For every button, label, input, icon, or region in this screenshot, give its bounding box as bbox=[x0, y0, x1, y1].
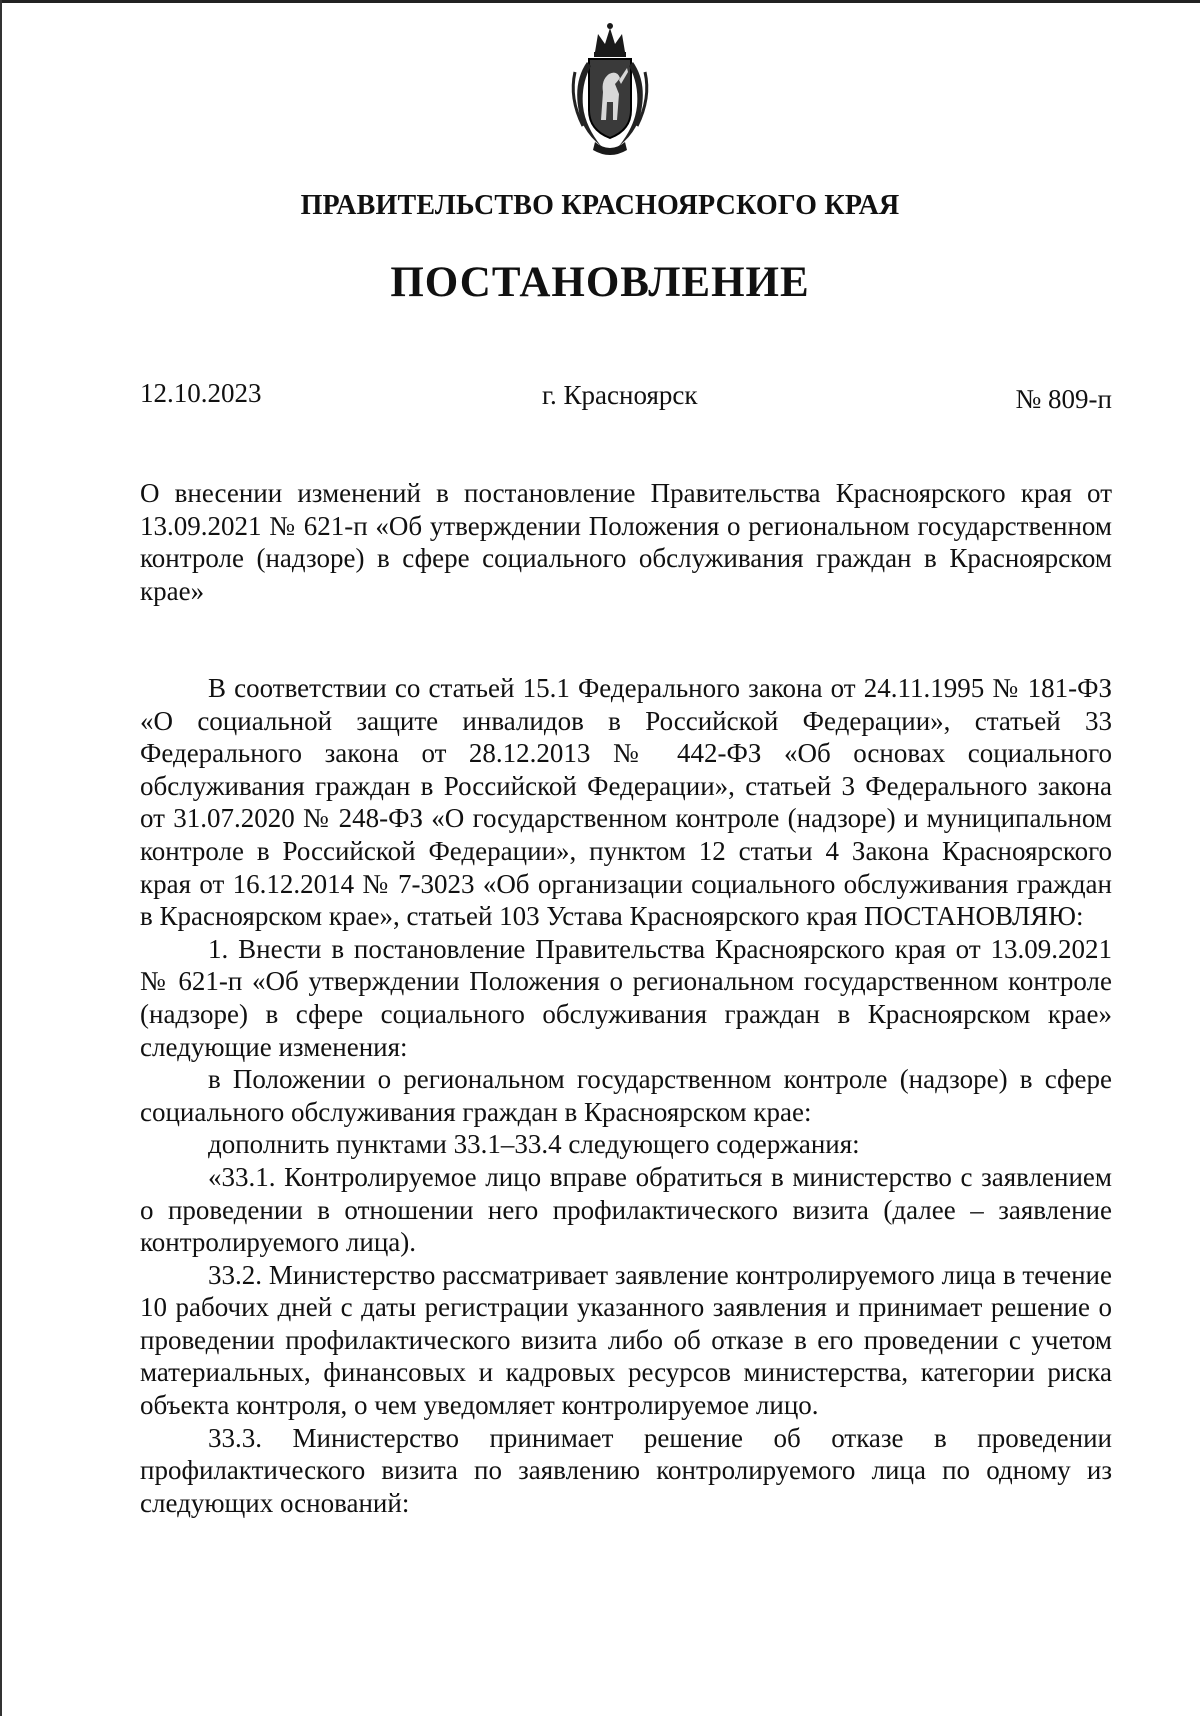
paragraph: дополнить пунктами 33.1–33.4 следующего содержания: bbox=[208, 1129, 860, 1160]
document-type-title: ПОСТАНОВЛЕНИЕ bbox=[390, 259, 810, 306]
paragraph: 33.2. Министерство рассматривает заявление контролируемого лица в течение 10 рабочих дней с даты регистрации указанного заявления и принимает решение о проведении профилактического визита либо об отказе в его проведении с учетом материальных, финансовых и кадровых ресурсов министерства, категории риска объекта контроля, о чем уведомляет контролируемое лицо. bbox=[140, 1259, 1112, 1421]
paragraph: в Положении о региональном государственном контроле (надзоре) в сфере социального обслуживания граждан в Красноярском крае: bbox=[140, 1064, 1112, 1127]
paragraph: В соответствии со статьей 15.1 Федерального закона от 24.11.1995 № 181-ФЗ «О социальной защите инвалидов в Российской Федерации», статьей 33 Федерального закона от 28.12.2013 № 442-ФЗ «Об основах социального обслуживания граждан в Российской Федерации», статьей 3 Федерального закона от 31.07.2020 № 248-ФЗ «О государственном контроле (надзоре) и муниципальном контроле в Российской Федерации», пунктом 12 статьи 4 Закона Красноярского края от 16.12.2014 № 7-3023 «Об организации социального обслуживания граждан в Красноярском крае», статьей 103 Устава Красноярского края ПОСТАНОВЛЯЮ: bbox=[140, 673, 1112, 932]
coat-of-arms-icon bbox=[565, 22, 655, 157]
paragraph: 1. Внести в постановление Правительства Красноярского края от 13.09.2021 № 621-п «Об утверждении Положения о региональном государственном контроле (надзоре) в сфере социального обслуживания граждан в Красноярском крае» следующие изменения: bbox=[140, 933, 1112, 1062]
document-city: г. Красноярск bbox=[542, 380, 698, 410]
document-number: № 809-п bbox=[1015, 384, 1112, 414]
document-body bbox=[140, 672, 1112, 1519]
document-meta bbox=[140, 378, 1112, 412]
scan-top-border bbox=[0, 0, 1200, 3]
paragraph: 33.3. Министерство принимает решение об отказе в проведении профилактического визита по заявлению контролируемого лица по одному из следующих оснований: bbox=[140, 1422, 1112, 1518]
document-subject: О внесении изменений в постановление Правительства Красноярского края от 13.09.2021 № 621-п «Об утверждении Положения о региональном государственном контроле (надзоре) в сфере социального обслуживания граждан в Красноярском крае» bbox=[140, 478, 1112, 606]
document-date: 12.10.2023 bbox=[140, 378, 262, 408]
paragraph: «33.1. Контролируемое лицо вправе обратиться в министерство с заявлением о проведении в отношении него профилактического визита (далее – заявление контролируемого лица). bbox=[140, 1161, 1112, 1258]
organization-title: ПРАВИТЕЛЬСТВО КРАСНОЯРСКОГО КРАЯ bbox=[300, 190, 900, 221]
